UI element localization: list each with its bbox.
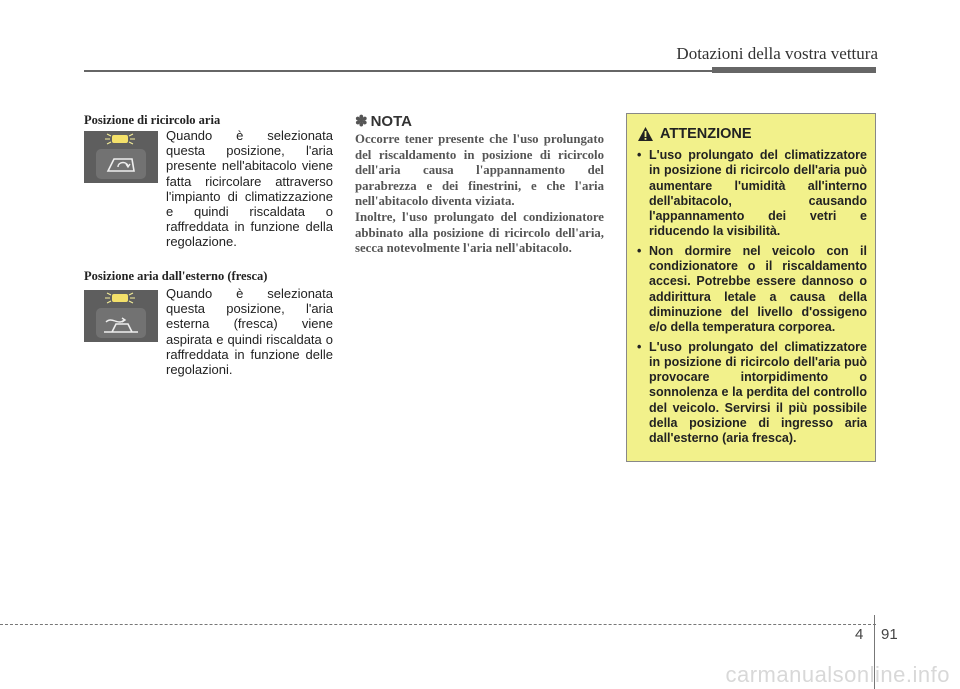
fresh-air-button-icon xyxy=(84,290,158,342)
warning-header xyxy=(637,126,752,142)
nota-title-text: NOTA xyxy=(370,113,412,130)
nota-paragraph: Occorre tener presente che l'uso prolungato del riscaldamento in posizione di ricircolo dell'aria causa l'appannamento del parabrezza e dei finestrini, e che l'aria nell'abitacolo diventa viziata. xyxy=(355,132,604,209)
recirculation-title: Posizione di ricircolo aria xyxy=(84,113,221,127)
outside-air-title: Posizione aria dall'esterno (fresca) xyxy=(84,269,268,283)
watermark: carmanualsonline.info xyxy=(725,662,950,687)
nota-title xyxy=(355,112,412,130)
header-title: Dotazioni della vostra vettura xyxy=(676,44,878,63)
recirculation-description: Quando è selezionata questa posizione, l'aria presente nell'abitacolo viene fatta ricircolare attraverso l'impianto di climatizzazione e quindi riscaldata o raffreddata in funzione della regolazione. xyxy=(166,128,333,250)
warning-title: ATTENZIONE xyxy=(660,126,752,142)
header-bar xyxy=(712,67,876,73)
warning-box xyxy=(626,113,876,462)
nota-paragraph: Inoltre, l'uso prolungato del condizionatore abbinato alla posizione di ricircolo dell'aria, secca notevolmente l'aria nell'abitacolo. xyxy=(355,209,604,256)
warning-triangle-icon xyxy=(637,126,654,142)
header-rule xyxy=(84,70,712,72)
footer-rule xyxy=(0,624,876,625)
warning-item: • Non dormire nel veicolo con il condizionatore o il riscaldamento accesi. Potrebbe essere dannoso o addirittura letale a causa della diminuzione del livello d'ossigeno e/o della temperatura corporea. xyxy=(637,243,867,335)
page-number: 91 xyxy=(881,626,898,643)
warning-item: • L'uso prolungato del climatizzatore in posizione di ricircolo dell'aria può aumentare l'umidità all'interno dell'abitacolo, causando l'appannamento dei vetri e riducendo la visibilità. xyxy=(637,148,867,239)
nota-body xyxy=(355,132,604,257)
warning-list xyxy=(635,148,867,451)
chapter-number: 4 xyxy=(855,626,864,643)
outside-air-description: Quando è selezionata questa posizione, l'aria esterna (fresca) viene aspirata e quindi riscaldata o raffreddata in funzione delle regolazioni. xyxy=(166,286,333,378)
recirculation-button-icon xyxy=(84,131,158,183)
nota-star-icon: ✽ xyxy=(355,113,368,130)
warning-item: • L'uso prolungato del climatizzatore in posizione di ricircolo dell'aria può provocare intorpidimento o sonnolenza e la perdita del controllo del veicolo. Servirsi il più possibile della posizione di ingresso aria dall'esterno (aria fresca). xyxy=(637,339,867,446)
